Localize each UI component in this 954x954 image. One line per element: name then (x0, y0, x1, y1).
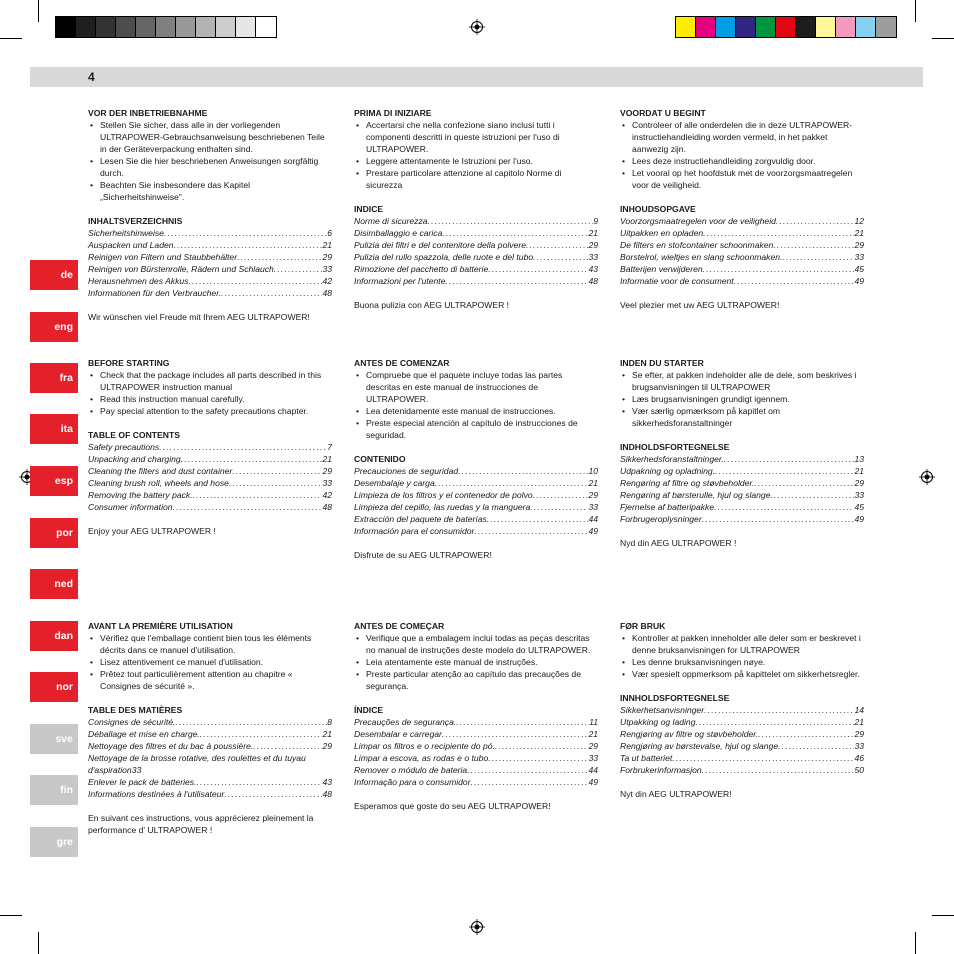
color-swatch (776, 17, 796, 37)
bullet-item: • Beachten Sie insbesondere das Kapitel „Sicherheitshinweise". (88, 179, 332, 203)
toc-entry[interactable] (354, 740, 598, 752)
toc-entry-page: 33 (322, 264, 332, 274)
toc-entry[interactable] (88, 275, 332, 287)
color-swatch (836, 17, 856, 37)
section-fra (88, 620, 332, 836)
toc-entry[interactable] (354, 263, 598, 275)
bullet-list (620, 632, 864, 680)
color-swatch (56, 17, 76, 37)
toc-entry-title: Forbrukerinformasjon (620, 765, 702, 775)
toc-entry-title: Sicherheitshinweise (88, 228, 164, 238)
toc-entry[interactable] (88, 489, 332, 501)
toc-entry-title: Consumer information (88, 502, 173, 512)
section-dan (620, 357, 864, 549)
toc-entry[interactable] (354, 477, 598, 489)
toc-entry[interactable] (88, 465, 332, 477)
toc-entry-title: Rengjøring av børstevalse, hjul og slange (620, 741, 779, 751)
toc-entry-title: Reinigen von Filtern und Staubbehälter (88, 252, 238, 262)
toc-entry-page: 29 (588, 741, 598, 751)
toc-entry-title: Limpieza de los filtros y el contenedor de polvo (354, 490, 533, 500)
toc-entry-title: Voorzorgsmaatregelen voor de veiligheid (620, 216, 776, 226)
toc-entry[interactable] (88, 263, 332, 275)
section-heading: FØR BRUK (620, 621, 666, 631)
bullet-list (354, 369, 598, 441)
bullet-item: • Let vooral op het hoofdstuk met de voorzorgsmaatregelen voor de veiligheid. (620, 167, 864, 191)
toc-entry-title: Utpakking og lading (620, 717, 696, 727)
toc-entry-page: 13 (854, 454, 864, 464)
bullet-list (620, 119, 864, 191)
toc-entry[interactable] (620, 704, 864, 716)
toc-entry-page: 10 (588, 466, 598, 476)
toc-entry-page: 43 (588, 264, 598, 274)
bullet-item: • Les denne bruksanvisningen nøye. (620, 656, 864, 668)
toc-entry[interactable] (620, 251, 864, 263)
bullet-list (620, 369, 864, 429)
language-tab-eng[interactable]: eng (30, 312, 78, 342)
toc-entry-title: Removing the battery pack. (88, 490, 193, 500)
grayscale-color-bar (55, 16, 277, 38)
toc-entry[interactable] (354, 239, 598, 251)
toc-entry[interactable] (354, 752, 598, 764)
section-heading: VOORDAT U BEGINT (620, 108, 706, 118)
toc-entry-page: 42 (322, 276, 332, 286)
section-de (88, 107, 332, 323)
color-swatch (876, 17, 896, 37)
color-swatch (196, 17, 216, 37)
section-heading: ANTES DE COMENZAR (354, 358, 450, 368)
toc-entry[interactable] (620, 263, 864, 275)
crop-mark (915, 0, 916, 22)
toc-entry[interactable] (88, 752, 332, 776)
toc-entry-page: 33 (588, 252, 598, 262)
toc-heading: CONTENIDO (354, 454, 406, 464)
color-swatch (696, 17, 716, 37)
toc-entry-title: Norme di sicurezza (354, 216, 428, 226)
toc-entry-page: 29 (322, 466, 332, 476)
section-heading: INDEN DU STARTER (620, 358, 704, 368)
toc-entry-title: Limpar a escova, as rodas e o tubo (354, 753, 489, 763)
language-tab-fra[interactable]: fra (30, 363, 78, 393)
toc-entry-title: Informazioni per l'utente (354, 276, 446, 286)
bullet-item: • Prêtez tout particulièrement attention au chapitre « Consignes de sécurité ». (88, 668, 332, 692)
crop-mark (932, 38, 954, 39)
toc-entry-page: 21 (322, 454, 332, 464)
toc-entry-page: 48 (322, 789, 332, 799)
bullet-item: • Lea detenidamente este manual de instrucciones. (354, 405, 598, 417)
toc-entry-title: Información para el consumidor (354, 526, 475, 536)
toc-entry-page: 11 (589, 717, 598, 727)
toc-entry[interactable] (354, 513, 598, 525)
toc-entry-title: Informationen für den Verbraucher. (88, 288, 222, 298)
closing-text: Wir wünschen viel Freude mit Ihrem AEG ULTRAPOWER! (88, 312, 310, 322)
registration-mark-icon (469, 919, 485, 935)
toc-entry-page: 44 (588, 514, 598, 524)
toc-entry-title: Informação para o consumidor (354, 777, 471, 787)
toc-entry-page: 46 (854, 753, 864, 763)
toc-entry-title: Batterijen verwijderen (620, 264, 703, 274)
bullet-item: • Lees deze instructiehandleiding zorgvuldig door. (620, 155, 864, 167)
bullet-item: • Læs brugsanvisningen grundigt igennem. (620, 393, 864, 405)
toc-entry-title: Uitpakken en opladen (620, 228, 704, 238)
toc-entry-title: Rimozione del pacchetto di batterie (354, 264, 489, 274)
toc-entry-title: Fjernelse af batteripakke (620, 502, 715, 512)
toc-entry-page: 33 (854, 490, 864, 500)
toc-entry-title: Forbrugeroplysninger (620, 514, 702, 524)
bullet-item: • Vérifiez que l'emballage contient bien tous les éléments décrits dans ce manuel d'utilisation. (88, 632, 332, 656)
bullet-item: • Pay special attention to the safety precautions chapter. (88, 405, 332, 417)
toc-entry-page: 6 (327, 228, 332, 238)
toc-entry-page: 45 (854, 264, 864, 274)
toc-entry-page: 21 (588, 729, 598, 739)
toc-entry-title: Remover o módulo de bateria (354, 765, 468, 775)
toc-heading: INDHOLDSFORTEGNELSE (620, 442, 730, 452)
bullet-item: • Compruebe que el paquete incluye todas las partes descritas en este manual de instrucciones de ULTRAPOWER. (354, 369, 598, 405)
toc-entry[interactable] (88, 776, 332, 788)
bullet-list (354, 632, 598, 692)
closing-text: Buona pulizia con AEG ULTRAPOWER ! (354, 300, 510, 310)
toc-entry-page: 43 (322, 777, 332, 787)
toc-entry-page: 49 (588, 526, 598, 536)
toc-entry-page: 45 (854, 502, 864, 512)
toc-entry[interactable] (620, 728, 864, 740)
toc-entry-title: Disimballaggio e carica (354, 228, 443, 238)
section-heading: AVANT LA PREMIÈRE UTILISATION (88, 621, 233, 631)
color-swatch (216, 17, 236, 37)
crop-mark (38, 0, 39, 22)
toc-heading: ÍNDICE (354, 705, 384, 715)
color-swatch (116, 17, 136, 37)
color-swatch (856, 17, 876, 37)
section-heading: PRIMA DI INIZIARE (354, 108, 432, 118)
closing-text: Enjoy your AEG ULTRAPOWER ! (88, 526, 216, 536)
toc-entry-title: Rengjøring av filtre og støvbeholder. (620, 729, 759, 739)
toc-entry-title: Desembalaje y carga (354, 478, 435, 488)
closing-text: Esperamos que goste do seu AEG ULTRAPOWER! (354, 801, 551, 811)
toc-entry-page: 49 (854, 514, 864, 524)
toc-entry-title-cont: d'aspiration (88, 765, 132, 775)
toc-entry-page: 21 (588, 478, 598, 488)
section-por (354, 620, 598, 812)
bullet-item: • Lisez attentivement ce manuel d'utilisation. (88, 656, 332, 668)
toc-entry[interactable] (620, 489, 864, 501)
toc-entry-title: Rengøring af børsterulle, hjul og slange (620, 490, 771, 500)
toc-entry-title: Unpacking and charging (88, 454, 181, 464)
toc-entry-page: 21 (854, 717, 864, 727)
toc-entry-title: Nettoyage de la brosse rotative, des roulettes et du tuyau (88, 753, 306, 763)
color-swatch (676, 17, 696, 37)
toc-entry[interactable] (620, 215, 864, 227)
section-heading: VOR DER INBETRIEBNAHME (88, 108, 208, 118)
toc-entry[interactable] (88, 788, 332, 800)
toc-entry-title: Sikkerhetsanvisninger (620, 705, 705, 715)
toc-entry[interactable] (620, 764, 864, 776)
section-ned (620, 107, 864, 311)
toc-entry-title: Safety precautions (88, 442, 160, 452)
process-color-bar (675, 16, 897, 38)
bullet-list (88, 119, 332, 203)
language-tab-esp[interactable]: esp (30, 466, 78, 496)
language-tab-ita[interactable]: ita (30, 414, 78, 444)
toc-entry-page: 48 (322, 288, 332, 298)
bullet-item: • Check that the package includes all parts described in this ULTRAPOWER instruction manual (88, 369, 332, 393)
toc-entry-title: Reinigen von Bürstenrolle, Rädern und Schlauch (88, 264, 274, 274)
bullet-item: • Preste particular atenção ao capítulo das precauções de segurança. (354, 668, 598, 692)
color-swatch (256, 17, 276, 37)
bullet-list (88, 632, 332, 692)
toc-entry-title: Precauções de segurança. (354, 717, 457, 727)
bullet-item: • Vær spesielt oppmerksom på kapittelet om sikkerhetsregler. (620, 668, 864, 680)
toc-entry-page: 7 (327, 442, 332, 452)
toc-entry[interactable] (88, 716, 332, 728)
toc-entry[interactable] (354, 776, 598, 788)
toc-entry-page: 12 (854, 216, 864, 226)
toc-entry[interactable] (620, 227, 864, 239)
bullet-list (88, 369, 332, 417)
bullet-list (354, 119, 598, 191)
color-swatch (136, 17, 156, 37)
crop-mark (0, 915, 22, 916)
toc-entry-title: Sikkerhedsforanstaltninger. (620, 454, 724, 464)
toc-entry-title: Cleaning brush roll, wheels and hose (88, 478, 229, 488)
toc-entry-page: 21 (854, 228, 864, 238)
language-tab-ned[interactable]: ned (30, 569, 78, 599)
language-tab-sve[interactable]: sve (30, 724, 78, 754)
toc-entry[interactable] (354, 489, 598, 501)
toc-entry[interactable] (354, 227, 598, 239)
toc-entry-page: 33 (131, 765, 142, 775)
section-eng (88, 357, 332, 537)
toc-entry[interactable] (620, 453, 864, 465)
toc-entry[interactable] (620, 752, 864, 764)
bullet-item: • Se efter, at pakken indeholder alle de dele, som beskrives i brugsanvisningen til ULTRAPOWER (620, 369, 864, 393)
toc-entry-page: 49 (854, 276, 864, 286)
color-swatch (796, 17, 816, 37)
color-swatch (816, 17, 836, 37)
toc-entry[interactable] (620, 740, 864, 752)
toc-entry[interactable] (88, 287, 332, 299)
bullet-item: • Controleer of alle onderdelen die in deze ULTRAPOWER-instructiehandleiding worden vermeld, in het pakket aanwezig zijn. (620, 119, 864, 155)
color-swatch (176, 17, 196, 37)
toc-entry[interactable] (88, 453, 332, 465)
bullet-item: • Leggere attentamente le Istruzioni per l'uso. (354, 155, 598, 167)
toc-entry-title: Nettoyage des filtres et du bac à poussière. (88, 741, 254, 751)
toc-entry-title: Extracción del paquete de baterías (354, 514, 487, 524)
section-esp (354, 357, 598, 561)
toc-entry[interactable] (88, 501, 332, 513)
header-band (30, 67, 923, 87)
bullet-item: • Read this instruction manual carefully. (88, 393, 332, 405)
toc-entry[interactable] (88, 740, 332, 752)
toc-entry[interactable] (88, 477, 332, 489)
toc-entry-title: Informatie voor de consument (620, 276, 734, 286)
toc-entry-page: 8 (327, 717, 332, 727)
bullet-item: • Vær særlig opmærksom på kapitlet om sikkerhedsforanstaltninger (620, 405, 864, 429)
closing-text: Nyd din AEG ULTRAPOWER ! (620, 538, 737, 548)
toc-entry-title: Pulizia del rullo spazzola, delle ruote e del tubo (354, 252, 534, 262)
crop-mark (932, 915, 954, 916)
language-tab-dan[interactable]: dan (30, 621, 78, 651)
toc-entry-page: 29 (854, 478, 864, 488)
section-nor (620, 620, 864, 800)
section-heading: ANTES DE COMEÇAR (354, 621, 445, 631)
toc-entry[interactable] (354, 501, 598, 513)
toc-entry-title: Consignes de sécurité. (88, 717, 176, 727)
language-tab-de[interactable]: de (30, 260, 78, 290)
toc-entry-title: Precauciones de seguridad (354, 466, 459, 476)
toc-entry-page: 21 (322, 729, 332, 739)
toc-entry[interactable] (620, 275, 864, 287)
toc-heading: INHOUDSOPGAVE (620, 204, 696, 214)
language-tab-por[interactable]: por (30, 518, 78, 548)
toc-entry-page: 21 (854, 466, 864, 476)
toc-entry[interactable] (354, 251, 598, 263)
toc-entry-page: 21 (588, 228, 598, 238)
toc-heading: TABLE DES MATIÈRES (88, 705, 183, 715)
toc-entry-page: 14 (854, 705, 864, 715)
toc-entry[interactable] (354, 716, 598, 728)
toc-heading: INDICE (354, 204, 384, 214)
registration-mark-icon (469, 19, 485, 35)
page-number: 4 (88, 70, 95, 84)
toc-entry-title: Udpakning og opladning. (620, 466, 716, 476)
toc-entry-page: 29 (588, 490, 598, 500)
toc-entry-page: 9 (593, 216, 598, 226)
color-swatch (756, 17, 776, 37)
toc-entry-page: 33 (854, 741, 864, 751)
registration-mark-icon (919, 469, 935, 485)
toc-entry-title: De filters en stofcontainer schoonmaken (620, 240, 774, 250)
toc-entry-title: Déballage et mise en charge. (88, 729, 200, 739)
toc-entry-page: 48 (588, 276, 598, 286)
toc-entry-title: Pulizia dei filtri e del contenitore della polvere (354, 240, 526, 250)
toc-entry[interactable] (354, 525, 598, 537)
toc-entry[interactable] (620, 465, 864, 477)
language-tab-gre[interactable]: gre (30, 827, 78, 857)
toc-heading: TABLE OF CONTENTS (88, 430, 180, 440)
bullet-item: • Preste especial atención al capítulo de instrucciones de seguridad. (354, 417, 598, 441)
toc-entry-page: 48 (322, 502, 332, 512)
toc-entry-page: 29 (854, 729, 864, 739)
toc-entry-page: 29 (588, 240, 598, 250)
bullet-item: • Prestare particolare attenzione al capitolo Norme di sicurezza (354, 167, 598, 191)
toc-entry[interactable] (88, 251, 332, 263)
color-swatch (236, 17, 256, 37)
toc-entry-page: 29 (322, 252, 332, 262)
toc-entry-page: 33 (588, 502, 598, 512)
bullet-item: • Lesen Sie die hier beschriebenen Anweisungen sorgfältig durch. (88, 155, 332, 179)
closing-text: En suivant ces instructions, vous apprécierez pleinement la performance d' ULTRAPOWER ! (88, 813, 314, 835)
toc-entry-title: Cleaning the filters and dust container (88, 466, 233, 476)
toc-entry[interactable] (88, 441, 332, 453)
toc-entry-page: 44 (588, 765, 598, 775)
toc-entry-title: Desembalar e carregar (354, 729, 442, 739)
crop-mark (0, 38, 22, 39)
toc-entry-page: 49 (588, 777, 598, 787)
closing-text: Veel plezier met uw AEG ULTRAPOWER! (620, 300, 780, 310)
color-swatch (76, 17, 96, 37)
toc-entry-page: 33 (322, 478, 332, 488)
toc-entry-title: Limpieza del cepillo, las ruedas y la manguera (354, 502, 531, 512)
bullet-item: • Leia atentamente este manual de instruções. (354, 656, 598, 668)
toc-entry-page: 29 (854, 240, 864, 250)
bullet-item: • Accertarsi che nella confezione siano inclusi tutti i componenti descritti in queste istruzioni per l'uso di ULTRAPOWER. (354, 119, 598, 155)
toc-entry[interactable] (354, 215, 598, 227)
closing-text: Disfrute de su AEG ULTRAPOWER! (354, 550, 492, 560)
language-tab-fin[interactable]: fin (30, 775, 78, 805)
toc-entry[interactable] (620, 239, 864, 251)
color-swatch (736, 17, 756, 37)
toc-entry[interactable] (354, 764, 598, 776)
toc-entry-title: Enlever le pack de batteries. (88, 777, 197, 787)
toc-entry-page: 50 (854, 765, 864, 775)
toc-entry[interactable] (354, 275, 598, 287)
toc-entry-title: Auspacken und Laden (88, 240, 174, 250)
toc-entry[interactable] (354, 465, 598, 477)
toc-entry-page: 21 (322, 240, 332, 250)
toc-entry-page: 33 (588, 753, 598, 763)
toc-heading: INHALTSVERZEICHNIS (88, 216, 183, 226)
closing-text: Nyt din AEG ULTRAPOWER! (620, 789, 732, 799)
toc-entry-title: Rengøring af filtre og støvbeholder. (620, 478, 755, 488)
language-tab-nor[interactable]: nor (30, 672, 78, 702)
toc-entry[interactable] (88, 227, 332, 239)
toc-entry[interactable] (354, 728, 598, 740)
toc-entry-page: 42 (322, 490, 332, 500)
section-ita (354, 107, 598, 311)
toc-entry-title: Limpar os filtros e o recipiente do pó. (354, 741, 495, 751)
toc-entry[interactable] (620, 716, 864, 728)
toc-entry-title: Ta ut batteriet (620, 753, 673, 763)
toc-entry[interactable] (620, 477, 864, 489)
toc-entry-title: Herausnehmen des Akkus (88, 276, 189, 286)
bullet-item: • Kontroller at pakken inneholder alle deler som er beskrevet i denne bruksanvisningen for ULTRAPOWER (620, 632, 864, 656)
toc-entry[interactable] (88, 239, 332, 251)
toc-entry[interactable] (620, 513, 864, 525)
color-swatch (96, 17, 116, 37)
toc-entry[interactable] (620, 501, 864, 513)
color-swatch (716, 17, 736, 37)
bullet-item: • Verifique que a embalagem inclui todas as peças descritas no manual de instruções deste modelo do ULTRAPOWER. (354, 632, 598, 656)
crop-mark (38, 932, 39, 954)
toc-entry[interactable] (88, 728, 332, 740)
bullet-item: • Stellen Sie sicher, dass alle in der vorliegenden ULTRAPOWER-Gebrauchsanweisung beschriebenen Teile in der Geräteverpackung enthalten sind. (88, 119, 332, 155)
section-heading: BEFORE STARTING (88, 358, 170, 368)
crop-mark (915, 932, 916, 954)
toc-entry-page: 29 (322, 741, 332, 751)
toc-entry-page: 33 (854, 252, 864, 262)
color-swatch (156, 17, 176, 37)
toc-entry-title: Informations destinées à l'utilisateur (88, 789, 225, 799)
toc-entry-title: Borstelrol, wieltjes en slang schoonmaken. (620, 252, 783, 262)
toc-heading: INNHOLDSFORTEGNELSE (620, 693, 730, 703)
